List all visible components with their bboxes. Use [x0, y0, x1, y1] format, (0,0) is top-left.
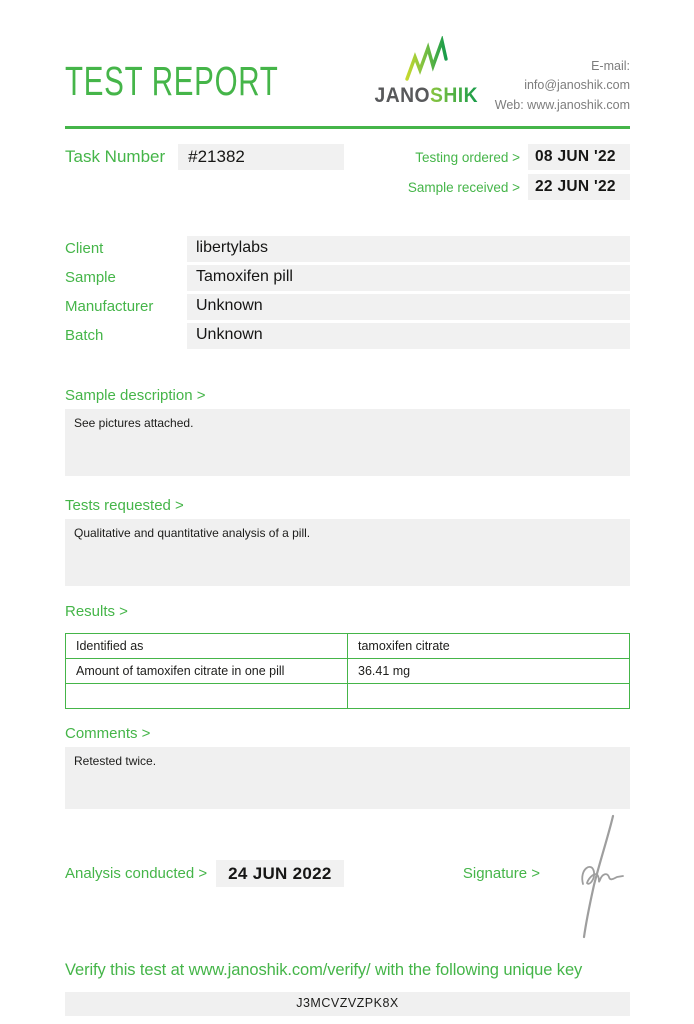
report-header [65, 36, 630, 115]
analysis-signature-row [65, 859, 630, 887]
signature-group [463, 859, 630, 887]
info-row-batch [65, 323, 630, 349]
client-label: Client [65, 240, 104, 258]
header-divider [65, 126, 630, 129]
manufacturer-label: Manufacturer [65, 298, 154, 316]
logo-text-jano: JANO [374, 84, 431, 107]
dates-group [408, 144, 630, 200]
table-row [66, 634, 630, 659]
sample-description-heading: Sample description > [65, 387, 206, 405]
client-value: libertylabs [187, 236, 630, 262]
testing-ordered-date: 08 JUN '22 [528, 144, 630, 170]
testing-ordered-row [408, 144, 630, 170]
result-name-cell: Identified as [66, 634, 348, 659]
table-row [66, 684, 630, 709]
tests-requested-text: Qualitative and quantitative analysis of a pill. [65, 519, 630, 586]
task-section [65, 144, 630, 200]
task-number-label: Task Number [65, 147, 166, 167]
sample-received-date: 22 JUN '22 [528, 174, 630, 200]
result-value-cell: tamoxifen citrate [348, 634, 630, 659]
analysis-conducted-date: 24 JUN 2022 [216, 860, 343, 887]
result-value-cell [348, 684, 630, 709]
batch-label: Batch [65, 327, 104, 345]
batch-value: Unknown [187, 323, 630, 349]
manufacturer-value: Unknown [187, 294, 630, 320]
info-row-manufacturer [65, 294, 630, 320]
sample-info-block [65, 236, 630, 349]
result-value-cell: 36.41 mg [348, 659, 630, 684]
contact-web: Web: www.janoshik.com [494, 97, 630, 112]
verify-instruction: Verify this test at www.janoshik.com/verify/ with the following unique key [65, 961, 583, 980]
comments-section [65, 725, 630, 809]
sample-description-section [65, 387, 630, 476]
testing-ordered-label: Testing ordered > [415, 149, 520, 165]
results-heading: Results > [65, 603, 128, 621]
analysis-conducted-group [65, 860, 344, 887]
info-row-sample [65, 265, 630, 291]
result-name-cell: Amount of tamoxifen citrate in one pill [66, 659, 348, 684]
logo-text-shik: SHIK [430, 84, 479, 107]
sample-value: Tamoxifen pill [187, 265, 630, 291]
result-name-cell [66, 684, 348, 709]
table-row [66, 659, 630, 684]
signature-holder [540, 859, 630, 887]
tests-requested-heading: Tests requested > [65, 497, 184, 515]
task-number-value: #21382 [178, 144, 344, 170]
info-row-client [65, 236, 630, 262]
comments-heading: Comments > [65, 725, 151, 743]
title-column [65, 36, 362, 105]
logo-wordmark [375, 84, 479, 108]
results-table [65, 633, 630, 709]
logo-chart-icon [399, 36, 455, 82]
task-number-group [65, 144, 344, 170]
sample-description-text: See pictures attached. [65, 409, 630, 476]
unique-key-value: J3MCVZVZPK8X [65, 992, 630, 1016]
results-section [65, 603, 630, 709]
contact-email: E-mail: info@janoshik.com [524, 59, 630, 93]
signature-image [552, 811, 632, 941]
sample-received-label: Sample received > [407, 179, 520, 195]
page-title: TEST REPORT [65, 58, 279, 104]
sample-label: Sample [65, 269, 116, 287]
signature-label: Signature > [462, 864, 540, 882]
janoshik-logo [362, 36, 492, 108]
analysis-conducted-label: Analysis conducted > [65, 864, 208, 882]
tests-requested-section [65, 497, 630, 586]
comments-text: Retested twice. [65, 747, 630, 809]
contact-info [492, 36, 630, 115]
sample-received-row [408, 174, 630, 200]
